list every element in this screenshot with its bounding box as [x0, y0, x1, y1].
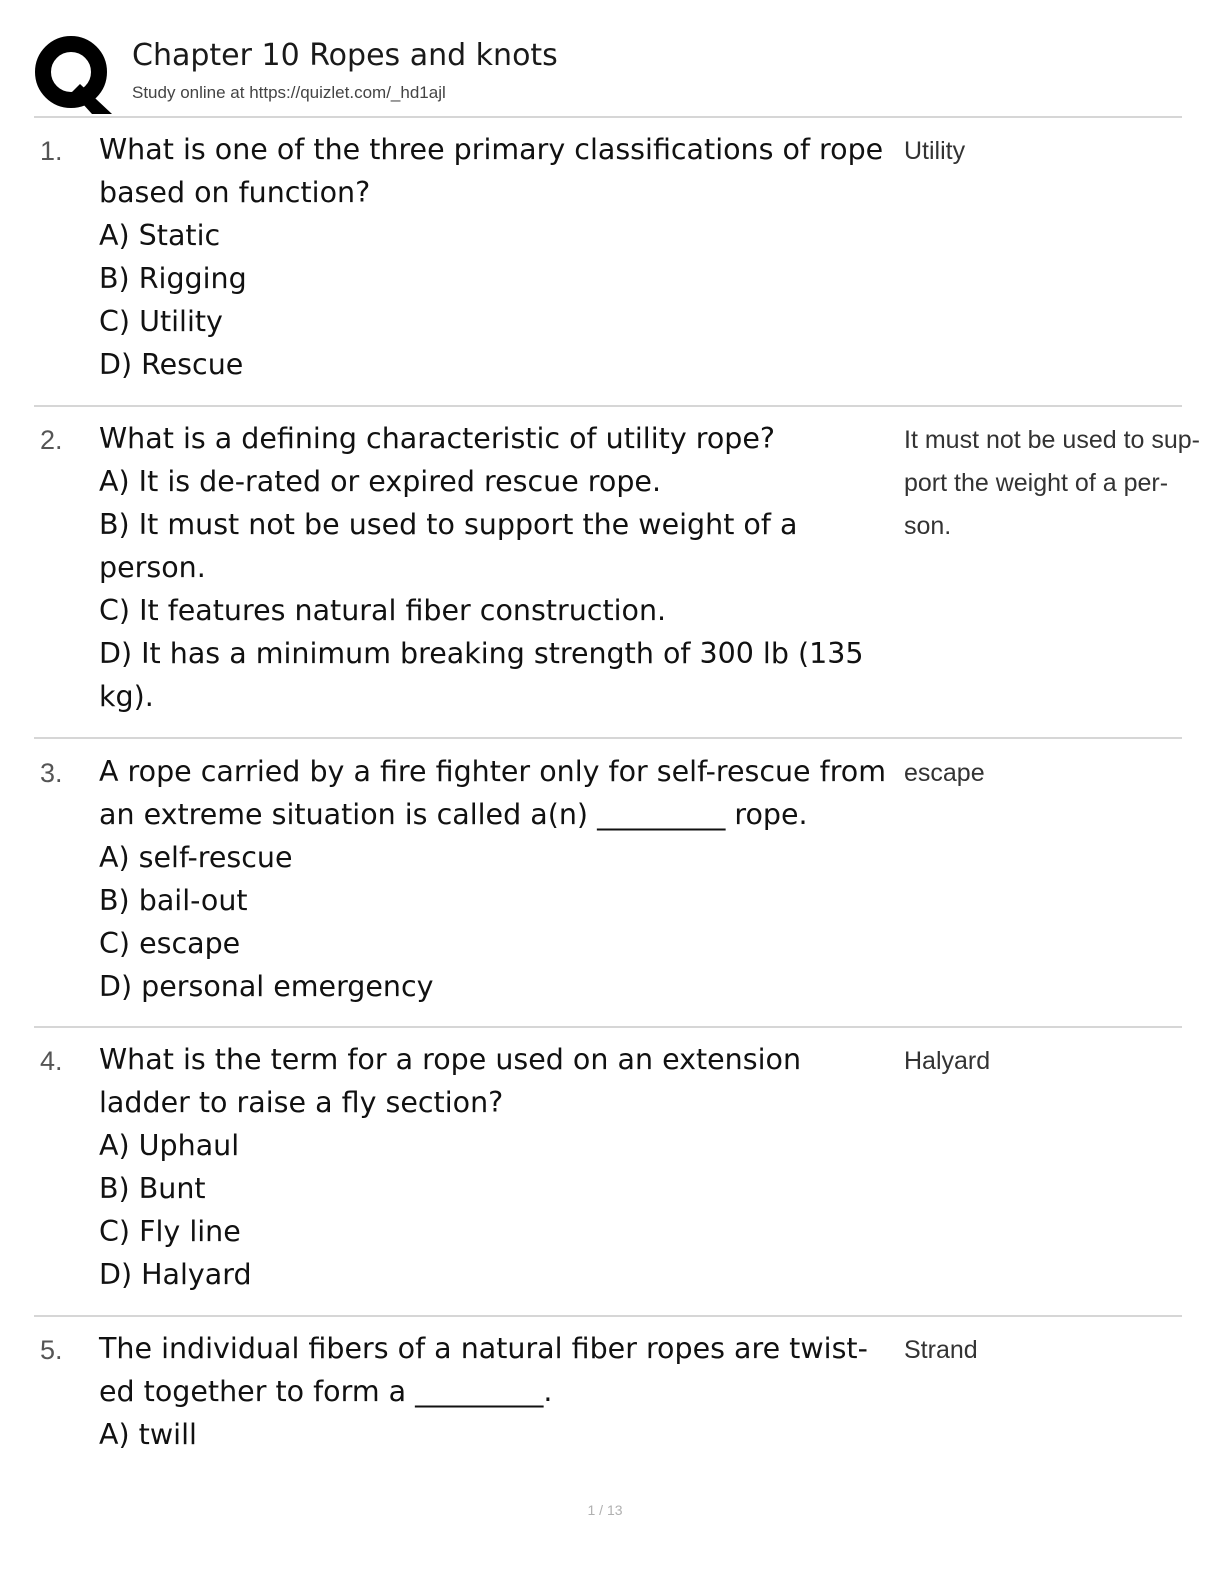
option-a: A) twill [99, 1418, 197, 1451]
option-b: B) It must not be used to support the weight of a [99, 508, 798, 541]
option-d: D) It has a minimum breaking strength of 300 lb (135 [99, 637, 864, 670]
question-text [99, 128, 899, 386]
answer-line: escape [904, 759, 985, 787]
divider [34, 1026, 1182, 1028]
question-text [99, 750, 899, 1008]
option-a: A) self-rescue [99, 841, 293, 874]
question-line: The individual fibers of a natural fiber ropes are twist- [99, 1332, 868, 1365]
question-line: ed together to form a _________. [99, 1375, 553, 1408]
divider [34, 116, 1182, 118]
question-line: What is one of the three primary classifications of rope [99, 133, 884, 166]
question-text [99, 1038, 899, 1296]
option-c: C) It features natural fiber construction. [99, 594, 667, 627]
divider [34, 1315, 1182, 1317]
question-text [99, 1327, 899, 1456]
answer-line: port the weight of a per- [904, 469, 1169, 497]
question-line: an extreme situation is called a(n) _________ rope. [99, 798, 808, 831]
option-b: B) Bunt [99, 1172, 206, 1205]
answer-line: Halyard [904, 1047, 991, 1075]
option-d: D) Halyard [99, 1258, 252, 1291]
option-c: C) escape [99, 927, 241, 960]
option-b: B) bail-out [99, 884, 248, 917]
option-d: D) personal emergency [99, 970, 434, 1003]
question-line: ladder to raise a fly section? [99, 1086, 504, 1119]
question-number: 3. [40, 758, 63, 788]
option-a: A) It is de-rated or expired rescue rope. [99, 465, 661, 498]
answer-text [904, 130, 1174, 173]
answer-text [904, 419, 1200, 548]
document-header [34, 30, 1184, 116]
question-number: 2. [40, 425, 63, 455]
question-line: A rope carried by a fire fighter only for self-rescue from [99, 755, 886, 788]
answer-line: Utility [904, 137, 966, 165]
option-c: C) Fly line [99, 1215, 241, 1248]
answer-text [904, 752, 1174, 795]
question-number: 1. [40, 136, 63, 166]
divider [34, 737, 1182, 739]
divider [34, 405, 1182, 407]
question-line: What is the term for a rope used on an extension [99, 1043, 802, 1076]
option-b-continued: person. [99, 551, 206, 584]
answer-text [904, 1040, 1174, 1083]
page-number: 1 / 13 [587, 1502, 623, 1518]
question-number: 5. [40, 1335, 63, 1365]
question-text [99, 417, 899, 718]
answer-line: It must not be used to sup- [904, 426, 1200, 454]
question-number: 4. [40, 1046, 63, 1076]
option-a: A) Static [99, 219, 221, 252]
option-c: C) Utility [99, 305, 223, 338]
question-line: What is a defining characteristic of utility rope? [99, 422, 776, 455]
document-title: Chapter 10 Ropes and knots [132, 38, 558, 73]
option-b: B) Rigging [99, 262, 247, 295]
answer-line: Strand [904, 1336, 978, 1364]
question-line: based on function? [99, 176, 371, 209]
answer-text [904, 1329, 1174, 1372]
study-link-text: Study online at https://quizlet.com/_hd1ajl [132, 83, 446, 102]
answer-line: son. [904, 512, 952, 540]
option-d: D) Rescue [99, 348, 244, 381]
quizlet-q-logo-icon [34, 34, 114, 114]
option-d-continued: kg). [99, 680, 154, 713]
option-a: A) Uphaul [99, 1129, 240, 1162]
